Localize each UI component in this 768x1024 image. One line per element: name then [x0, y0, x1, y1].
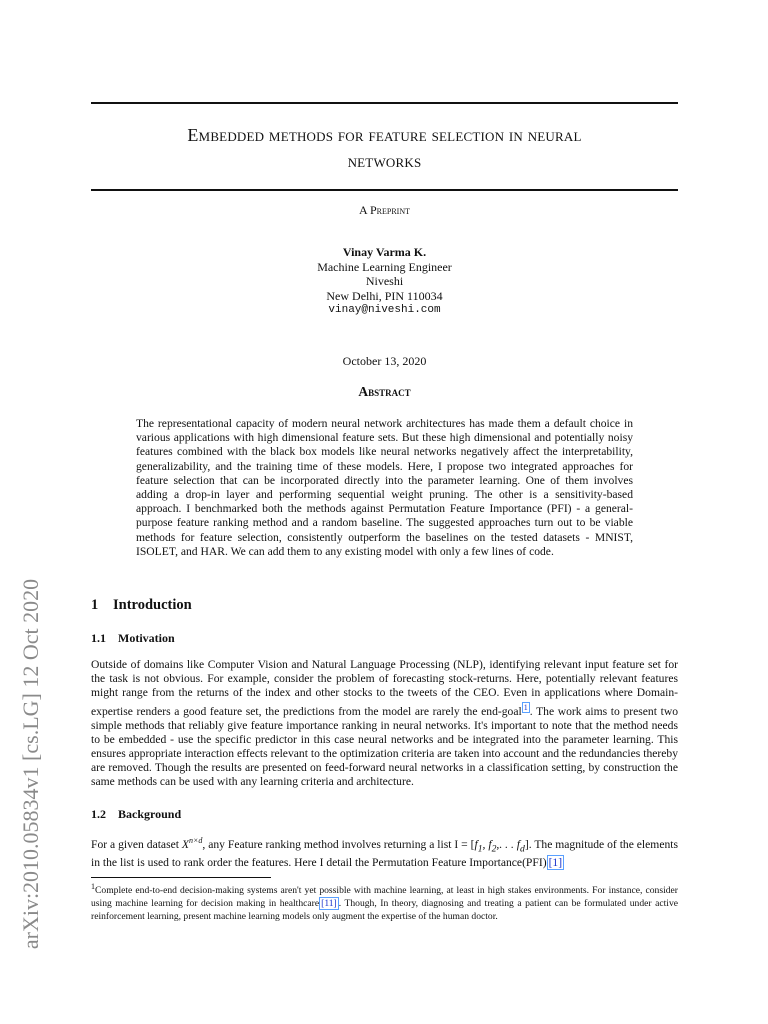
preprint-label: A Preprint [358, 203, 410, 217]
title-line-2: networks [347, 151, 422, 171]
footnote-link[interactable]: 1 [523, 702, 528, 712]
author-location: New Delhi, PIN 110034 [326, 288, 443, 303]
citation-link[interactable]: [1] [548, 856, 563, 870]
subsection-title: Motivation [118, 631, 175, 645]
math-fd: ,. . . f [496, 837, 521, 851]
math-sub-1: 1 [477, 843, 483, 855]
math-x: X [181, 837, 189, 851]
motivation-text-1: Outside of domains like Computer Vision and Natural Language Processing (NLP), identifying relevant input feature set for the task is not obvious. For example, consider the problem of forecasting stock-returns. Here, potentially relevant features might range from the returns of the index and other stocks to the tweets of the CEO. Even in applications where Domain-expertise renders a good feature set, the predictions from the model are rarely the end-goal [91, 658, 678, 718]
background-paragraph [91, 834, 678, 871]
math-f: f [474, 837, 478, 851]
section-introduction [91, 597, 192, 614]
footnote-mark: 1 [91, 882, 95, 891]
background-text-1: For a given dataset [91, 837, 182, 851]
section-title: Introduction [113, 597, 192, 613]
title-line-1: Embedded methods for feature selection in neural [187, 125, 582, 145]
abstract-heading: Abstract [358, 384, 411, 399]
arxiv-sidebar [10, 276, 52, 950]
footnote-rule [91, 877, 271, 878]
title-bottom-rule [91, 189, 678, 191]
subsection-title: Background [118, 807, 182, 821]
math-list [474, 837, 525, 855]
background-text-3: ]. The magnitude of the elements in the list is used to rank order the features. Here I detail the Permutation Feature Importance(PFI) [91, 837, 678, 870]
subsection-motivation [91, 631, 175, 646]
subsection-number: 1.2 [91, 807, 106, 821]
author-org: Niveshi [365, 274, 404, 288]
title-top-rule [91, 102, 678, 104]
paper-title [91, 122, 678, 174]
math-sub-d: d [520, 843, 525, 855]
footnote-text-1: Complete end-to-end decision-making systems aren't yet possible with machine learning, at least in high stakes environments. For instance, consider using machine learning for decision making in healthcare [91, 885, 678, 910]
math-f2: , f [482, 837, 492, 851]
motivation-text-2: . The work aims to present two simple methods that reliably give feature importance ranking in neural networks. It's important to note that the method needs to be embedded - use the specific predictor in this case neural networks and be integrated into the parameter learning. This ensures appropriate interaction effects relevant to the optimization criteria are taken into account and the redundancies thereby are removed. Though the results are presented on feed-forward neural networks in a classification setting, by construction the same methods can be used with any learning criteria and architecture. [91, 704, 678, 789]
author-name: Vinay Varma K. [342, 245, 427, 259]
subsection-background [91, 807, 181, 822]
author-role: Machine Learning Engineer [317, 259, 452, 274]
background-text-2: , any Feature ranking method involves returning a list I = [ [202, 837, 475, 851]
math-x-sup: n×d [188, 836, 203, 845]
subsection-number: 1.1 [91, 631, 106, 645]
footnote [91, 880, 678, 923]
author-email[interactable]: vinay@niveshi.com [328, 304, 441, 316]
footnote-text-2: . Though, In theory, diagnosing and treating a patient can be formulated under active reinforcement learning, present machine learning models only augment the expertise of the human doctor. [91, 898, 678, 923]
author-block [91, 245, 678, 318]
math-dataset [182, 838, 203, 851]
section-number: 1 [91, 597, 99, 613]
motivation-paragraph [91, 658, 678, 790]
footnote-citation-link[interactable]: [11] [321, 898, 337, 910]
abstract-text: The representational capacity of modern neural network architectures has made them a default choice in various applications with high dimensional feature sets. But these high dimensional and potentially noisy features combined with the black box models like neural networks negatively affect the interpretability, generalizability, and the training time of these models. Here, I propose two integrated approaches for feature selection that can be incorporated directly into the parameter learning. One of them involves adding a drop-in layer and performing sequential weight pruning. The other is a sensitivity-based approach. I benchmarked both the methods against Permutation Feature Importance (PFI) - a general-purpose feature ranking method and a random baseline. The suggested approaches turn out to be viable methods for feature selection, consistently outperform the baselines on the tested datasets - MNIST, ISOLET, and HAR. We can add them to any existing model with only a few lines of code. [136, 417, 633, 558]
math-sub-2: 2 [491, 843, 497, 855]
arxiv-identifier: arXiv:2010.05834v1 [cs.LG] 12 Oct 2020 [18, 578, 43, 950]
paper-date: October 13, 2020 [342, 354, 427, 368]
